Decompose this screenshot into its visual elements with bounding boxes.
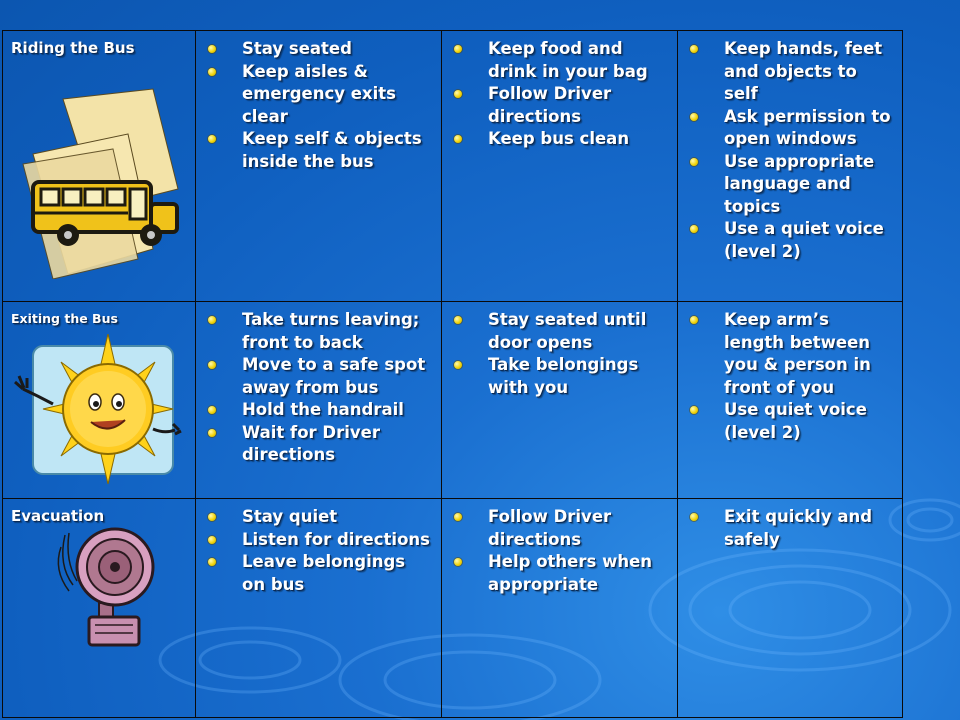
rule-item: Keep arm’s length between you & person in front of you [690,309,894,399]
rule-item: Take turns leaving; front to back [208,309,433,354]
rules-cell [196,499,442,718]
rule-item: Move to a safe spot away from bus [208,354,433,399]
smiling-sun-illustration [3,334,183,484]
rule-item: Stay quiet [208,506,433,529]
rules-cell [442,499,678,718]
bullet-icon [208,135,216,143]
rules-cell [196,302,442,499]
rules-cell [442,302,678,499]
rule-item: Use a quiet voice (level 2) [690,218,894,263]
bullet-icon [208,536,216,544]
bullet-icon [690,113,698,121]
bullet-icon [690,225,698,233]
alarm-bell-illustration [3,525,183,675]
bullet-icon [690,406,698,414]
bullet-icon [454,513,462,521]
rule-item: Keep food and drink in your bag [454,38,669,83]
bullet-icon [208,68,216,76]
rules-row-exiting [3,302,903,499]
rule-item: Take belongings with you [454,354,669,399]
bullet-icon [690,158,698,166]
rule-item: Keep aisles & emergency exits clear [208,61,433,129]
rule-item: Keep bus clean [454,128,669,151]
rule-item: Wait for Driver directions [208,422,433,467]
bullet-icon [454,45,462,53]
bullet-icon [208,513,216,521]
rule-item: Ask permission to open windows [690,106,894,151]
bullet-icon [208,558,216,566]
row-label: Exiting the Bus [11,311,118,326]
rules-row-evacuation [3,499,903,718]
rules-cell [678,302,903,499]
rule-item: Leave belongings on bus [208,551,433,596]
bullet-icon [690,45,698,53]
rule-item: Use appropriate language and topics [690,151,894,219]
bullet-icon [208,361,216,369]
row-label-cell [3,31,196,302]
rule-item: Listen for directions [208,529,433,552]
school-bus-illustration [3,79,183,279]
bullet-icon [454,135,462,143]
rule-item: Stay seated until door opens [454,309,669,354]
bullet-icon [454,361,462,369]
bullet-icon [208,406,216,414]
row-label-cell [3,499,196,718]
rule-item: Hold the handrail [208,399,433,422]
rule-item: Keep self & objects inside the bus [208,128,433,173]
rule-item: Follow Driver directions [454,506,669,551]
bullet-icon [690,513,698,521]
bullet-icon [690,316,698,324]
bullet-icon [208,316,216,324]
rule-item: Keep hands, feet and objects to self [690,38,894,106]
bullet-icon [454,90,462,98]
rules-cell [196,31,442,302]
bullet-icon [208,429,216,437]
bus-rules-matrix [2,30,903,718]
bullet-icon [454,558,462,566]
rule-item: Use quiet voice (level 2) [690,399,894,444]
row-label: Riding the Bus [11,39,135,57]
bullet-icon [208,45,216,53]
row-label: Evacuation [11,507,105,525]
rules-cell [442,31,678,302]
rules-row-riding [3,31,903,302]
rule-item: Follow Driver directions [454,83,669,128]
rule-item: Stay seated [208,38,433,61]
rule-item: Help others when appropriate [454,551,669,596]
row-label-cell [3,302,196,499]
rule-item: Exit quickly and safely [690,506,894,551]
rules-cell [678,499,903,718]
bullet-icon [454,316,462,324]
rules-cell [678,31,903,302]
